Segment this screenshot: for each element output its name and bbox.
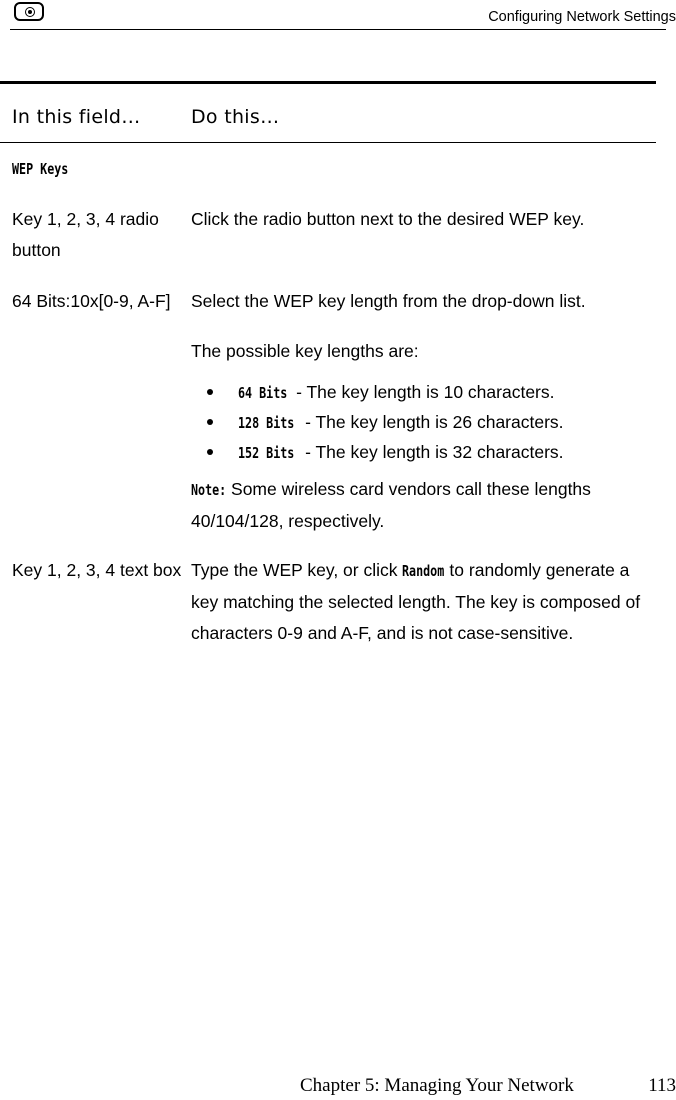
field-description: The possible key lengths are: [191,341,419,361]
table-top-rule [0,81,656,84]
field-name: Key 1, 2, 3, 4 radio button [12,209,159,260]
field-description: Click the radio button next to the desired WEP key. [191,209,585,229]
field-name: Key 1, 2, 3, 4 text box [12,560,182,580]
term: 152 Bits [238,444,295,462]
random-term: Random [402,562,445,580]
running-head: Configuring Network Settings [488,9,676,25]
table-header-rule [0,142,656,143]
page-footer [300,1075,676,1097]
product-logo-icon [14,2,44,21]
description-text: to randomly generate a key matching the selected length. The key is composed of characters 0-9 and A-F, and is not case-sensitive. [191,560,641,643]
field-name: 64 Bits:10x[0-9, A-F] [12,291,171,311]
field-description: Select the WEP key length from the drop-down list. [191,291,586,311]
bullet-icon [207,449,213,455]
column-header-field: In this field… [12,106,141,128]
page-number: 113 [648,1075,676,1096]
bullet-icon [207,419,213,425]
note [191,474,651,537]
chapter-title: Chapter 5: Managing Your Network [300,1075,574,1096]
field-description [191,555,651,649]
bullet-text: - The key length is 10 characters. [291,382,555,402]
bullet-icon [207,389,213,395]
column-header-action: Do this… [191,106,280,128]
term: 64 Bits [238,384,288,402]
section-heading: WEP Keys [12,160,69,178]
note-label: Note: [191,481,227,499]
term: 128 Bits [238,414,295,432]
bullet-text: - The key length is 26 characters. [300,412,564,432]
description-text: Type the WEP key, or click [191,560,403,580]
header-rule [10,29,666,30]
bullet-text: - The key length is 32 characters. [300,442,564,462]
note-text: Some wireless card vendors call these lengths 40/104/128, respectively. [191,479,591,531]
logo-dot [28,10,32,14]
